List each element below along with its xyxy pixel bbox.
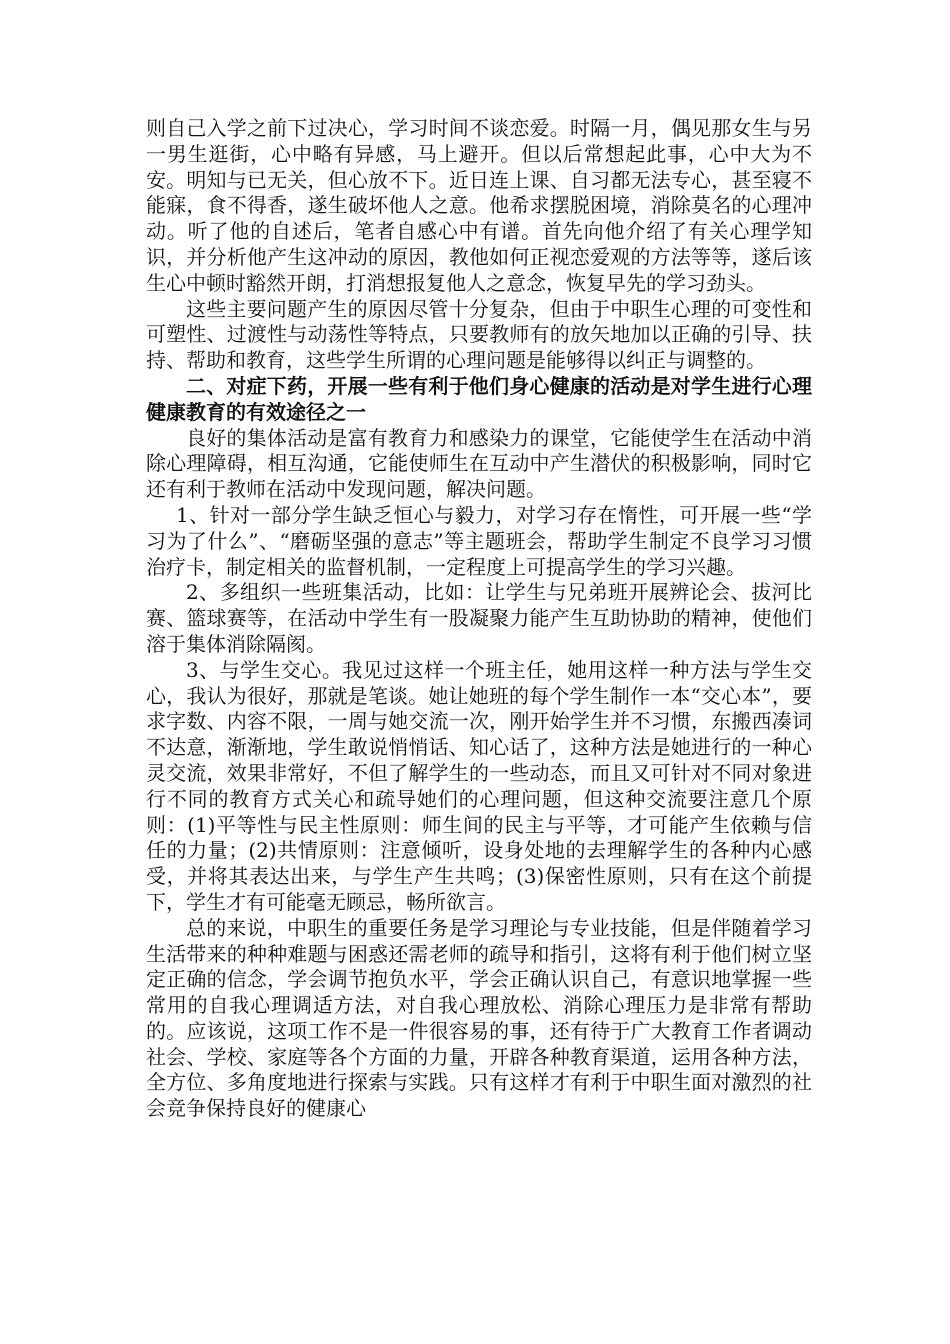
document-body: [146, 116, 812, 1122]
list-item-paragraph: 3、与学生交心。我见过这样一个班主任，她用这样一种方法与学生交心，我认为很好，那就是笔谈。她让她班的每个学生制作一本“交心本”，要求字数、内容不限，一周与她交流一次，刚开始学生并不习惯，东搬西凑词不达意，渐渐地，学生敢说悄悄话、知心话了，这种方法是她进行的一种心灵交流，效果非常好，不但了解学生的一些动态，而且又可针对不同对象进行不同的教育方式关心和疏导她们的心理问题，但这种交流要注意几个原则：(1)平等性与民主性原则：师生间的民主与平等，才可能产生依赖与信任的力量；(2)共情原则：注意倾听，设身处地的去理解学生的各种内心感受，并将其表达出来，与学生产生共鸣；(3)保密性原则，只有在这个前提下，学生才有可能毫无顾忌，畅所欲言。: [146, 657, 812, 914]
list-item-paragraph: 2、多组织一些班集活动，比如：让学生与兄弟班开展辨论会、拔河比赛、篮球赛等，在活动中学生有一股凝聚力能产生互助协助的精神，使他们溶于集体消除隔阂。: [146, 580, 812, 656]
paragraph: 总的来说，中职生的重要任务是学习理论与专业技能，但是伴随着学习生活带来的种种难题与困惑还需老师的疏导和指引，这将有利于他们树立坚定正确的信念，学会调节抱负水平，学会正确认识自己，有意识地掌握一些常用的自我心理调适方法，对自我心理放松、消除心理压力是非常有帮助的。应该说，这项工作不是一件很容易的事，还有待于广大教育工作者调动社会、学校、家庭等各个方面的力量，开辟各种教育渠道，运用各种方法，全方位、多角度地进行探索与实践。只有这样才有利于中职生面对激烈的社会竞争保持良好的健康心: [146, 915, 812, 1121]
section-heading: 二、对症下药，开展一些有利于他们身心健康的活动是对学生进行心理健康教育的有效途径之一: [146, 373, 812, 424]
paragraph: 这些主要问题产生的原因尽管十分复杂，但由于中职生心理的可变性和可塑性、过渡性与动荡性等特点，只要教师有的放矢地加以正确的引导、扶持、帮助和教育，这些学生所谓的心理问题是能够得以纠正与调整的。: [146, 296, 812, 373]
list-item-paragraph: 1、针对一部分学生缺乏恒心与毅力，对学习存在惰性，可开展一些“学习为了什么”、“磨砺坚强的意志”等主题班会，帮助学生制定不良学习习惯治疗卡，制定相关的监督机制，一定程度上可提高学生的学习兴趣。: [146, 502, 812, 579]
paragraph: 良好的集体活动是富有教育力和感染力的课堂，它能使学生在活动中消除心理障碍，相互沟通，它能使师生在互动中产生潜伏的积极影响，同时它还有利于教师在活动中发现问题，解决问题。: [146, 425, 812, 502]
paragraph-continuation: 则自己入学之前下过决心，学习时间不谈恋爱。时隔一月，偶见那女生与另一男生逛街，心中略有异感，马上避开。但以后常想起此事，心中大为不安。明知与已无关，但心放不下。近日连上课、自习都无法专心，甚至寝不能寐，食不得香，遂生破坏他人之意。他希求摆脱困境，消除莫名的心理冲动。听了他的自述后，笔者自感心中有谱。首先向他介绍了有关心理学知识，并分析他产生这冲动的原因，教他如何正视恋爱观的方法等等，遂后该生心中顿时豁然开朗，打消想报复他人之意念，恢复早先的学习劲头。: [146, 116, 812, 295]
